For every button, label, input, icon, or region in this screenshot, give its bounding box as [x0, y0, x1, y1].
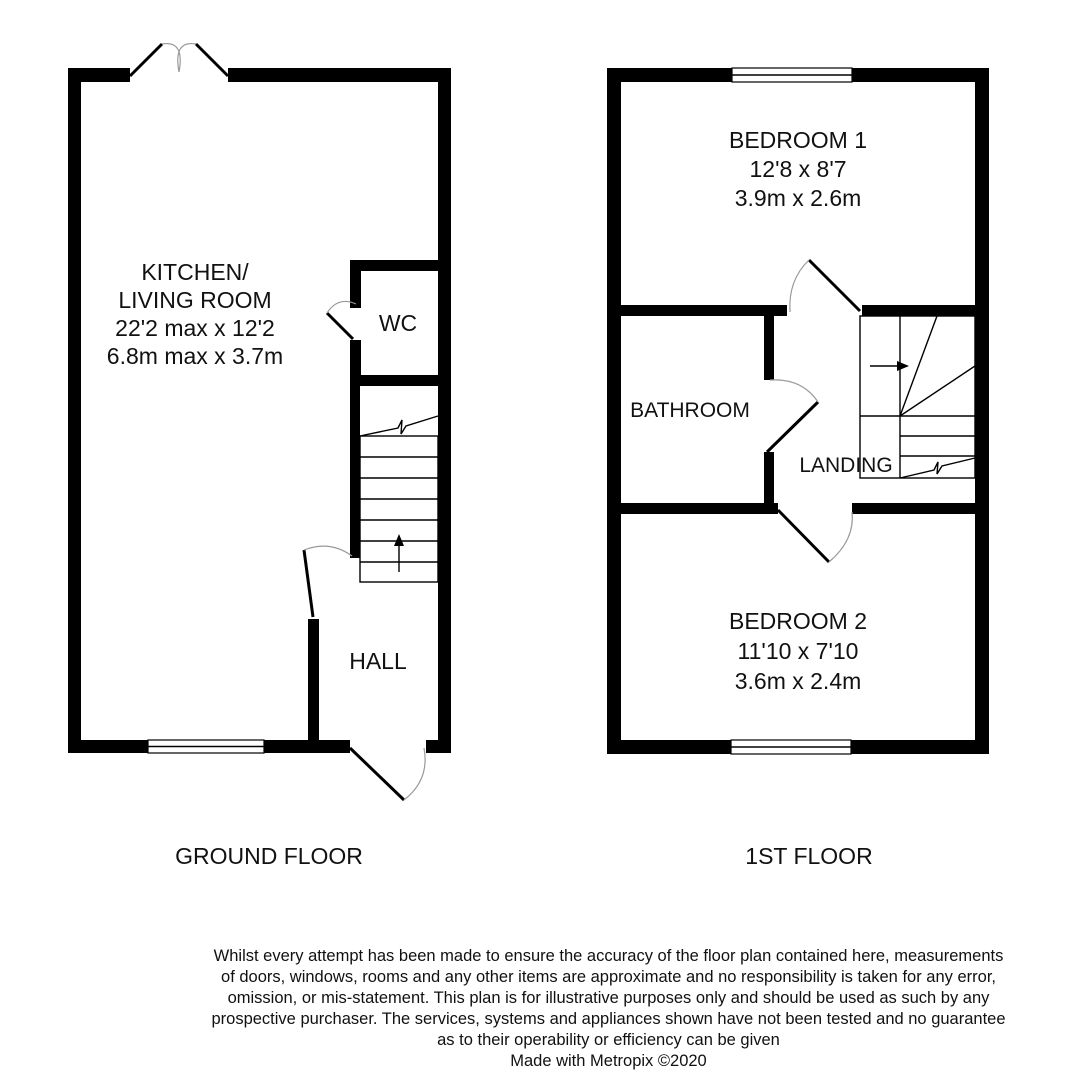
wc-door [327, 313, 353, 339]
first-floor-plan [607, 68, 989, 869]
french-door-right [196, 44, 228, 76]
ground-top-wall-right [228, 68, 451, 82]
kitchen-name-line2: LIVING ROOM [118, 287, 272, 313]
disclaimer-line: of doors, windows, rooms and any other items are approximate and no responsibility is taken for any error, [221, 968, 996, 986]
disclaimer-line: omission, or mis-statement. This plan is for illustrative purposes only and should be used as such by any [227, 989, 990, 1007]
bathroom-label: BATHROOM [630, 399, 750, 422]
bedroom1-metric-size: 3.9m x 2.6m [734, 185, 862, 211]
wc-label: WC [378, 310, 418, 336]
bedroom1-bottom-wall-right [862, 305, 989, 316]
ground-right-wall [438, 68, 451, 753]
ground-floor-label: GROUND FLOOR [175, 843, 363, 869]
first-top-wall-right [852, 68, 989, 82]
bedroom1-bottom-wall-left [607, 305, 787, 316]
first-floor-label: 1ST FLOOR [745, 843, 873, 869]
ground-left-wall [68, 68, 81, 753]
bedroom1-label: BEDROOM 1 [728, 127, 868, 153]
bedroom2-top-wall-left [607, 503, 778, 514]
bedroom2-label: BEDROOM 2 [728, 608, 868, 634]
stair-wall [350, 386, 360, 558]
french-door-left [130, 44, 162, 76]
disclaimer-line: Whilst every attempt has been made to ensure the accuracy of the floor plan contained here, measurements [213, 947, 1004, 965]
disclaimer [100, 946, 1077, 1072]
wc-bottom-wall [350, 375, 450, 386]
first-top-wall-left [607, 68, 732, 82]
ground-bottom-wall-right [426, 740, 451, 753]
disclaimer-line: as to their operability or efficiency can be given [437, 1031, 780, 1049]
disclaimer-line: prospective purchaser. The services, systems and appliances shown have not been tested and no guarantee [211, 1010, 1006, 1028]
bedroom2-metric-size: 3.6m x 2.4m [734, 668, 862, 694]
hall-label: HALL [349, 648, 407, 674]
ground-bottom-wall-left [68, 740, 148, 753]
bathroom-door [767, 402, 818, 452]
bedroom2-door [778, 510, 829, 562]
kitchen-imperial-size: 22'2 max x 12'2 [115, 315, 275, 341]
bedroom2-top-wall-right [852, 503, 989, 514]
kitchen-name-line1: KITCHEN/ [141, 259, 249, 285]
hall-internal-door [304, 550, 313, 617]
wc-top-wall [350, 260, 450, 271]
ground-floor-plan [68, 44, 451, 869]
kitchen-metric-size: 6.8m max x 3.7m [106, 343, 284, 369]
landing-label: LANDING [799, 454, 893, 477]
first-left-wall [607, 68, 621, 754]
bathroom-wall-upper [764, 316, 774, 380]
hall-partition-wall [308, 619, 319, 741]
front-door [350, 748, 404, 800]
bedroom1-imperial-size: 12'8 x 8'7 [749, 156, 847, 182]
wc-left-wall-upper [350, 260, 361, 308]
first-right-wall [975, 68, 989, 754]
ground-staircase [360, 416, 438, 582]
first-bottom-wall-left [607, 740, 731, 754]
bedroom1-door [809, 260, 860, 311]
bathroom-wall-lower [764, 452, 774, 510]
first-bottom-wall-right [851, 740, 989, 754]
ground-bottom-wall-mid [264, 740, 350, 753]
bedroom2-imperial-size: 11'10 x 7'10 [737, 638, 859, 664]
metropix-credit: Made with Metropix ©2020 [510, 1052, 707, 1070]
